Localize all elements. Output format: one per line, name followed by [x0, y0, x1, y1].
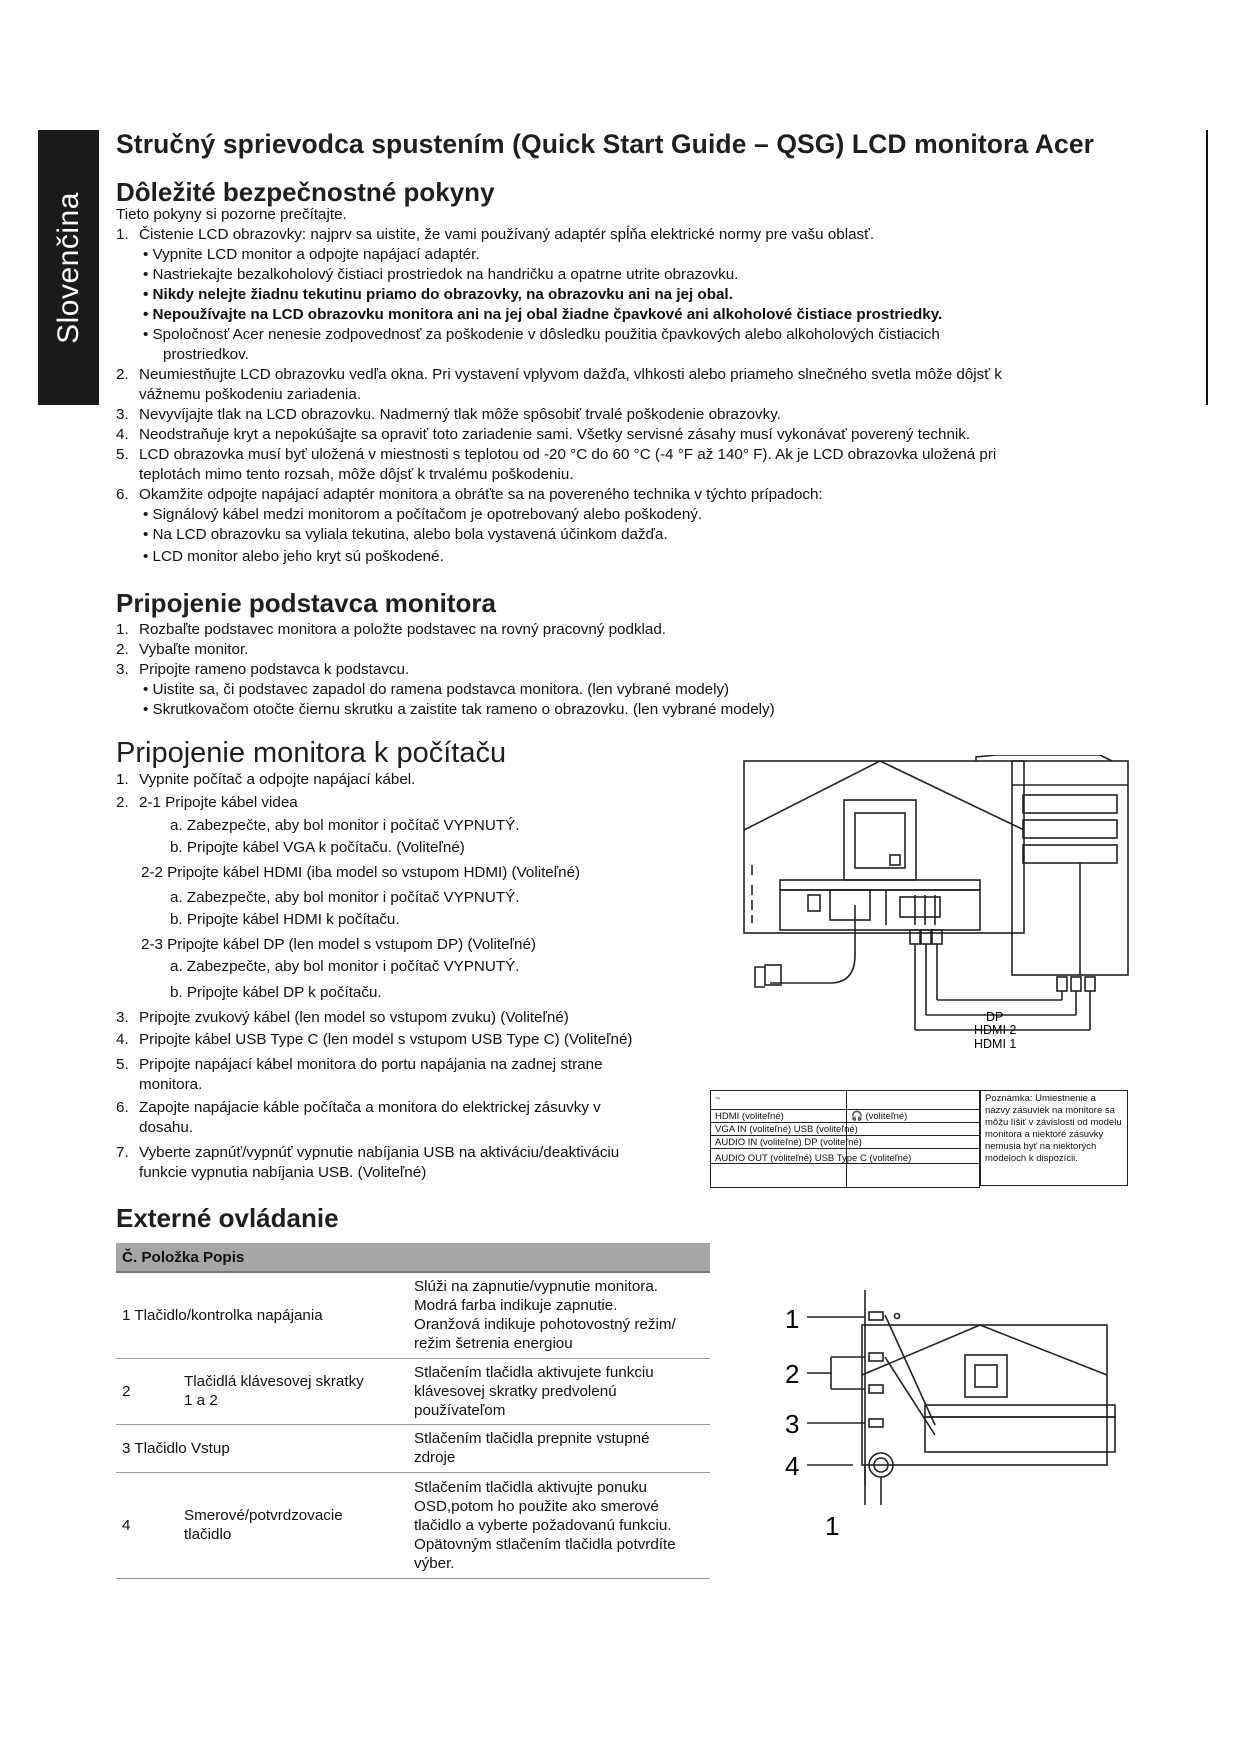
connect-sub: b. Pripojte kábel DP k počítaču.	[170, 984, 382, 1001]
table-row	[116, 1358, 710, 1424]
safety-num-3: 3.	[116, 406, 129, 423]
page-title: Stručný sprievodca spustením (Quick Start Guide – QSG) LCD monitora Acer	[116, 129, 1095, 159]
safety-num-4: 4.	[116, 426, 129, 443]
table-header-row	[116, 1243, 710, 1272]
safety-intro: Tieto pokyny si pozorne prečítajte.	[116, 206, 347, 223]
connection-diagram	[740, 755, 1140, 1075]
connect-item-1: Vypnite počítač a odpojte napájací kábel.	[139, 771, 416, 788]
button-label-1-bottom: 1	[825, 1511, 840, 1541]
connect-sub: a. Zabezpečte, aby bol monitor i počítač VYPNUTÝ.	[170, 889, 520, 906]
desc-line: Opätovným stlačením tlačidla potvrdíte	[414, 1535, 676, 1553]
table-row	[116, 1424, 710, 1472]
safety-bullet: • LCD monitor alebo jeho kryt sú poškodené.	[143, 548, 444, 565]
safety-item-5: LCD obrazovka musí byť uložená v miestnosti s teplotou od -20 °C do 60 °C (-4 °F až 140° F). Ak je LCD obrazovka uložená pri	[139, 446, 997, 463]
stand-bullet: • Uistite sa, či podstavec zapadol do ramena podstavca monitora. (len vybrané modely)	[143, 681, 730, 698]
stand-num-1: 1.	[116, 621, 129, 638]
safety-num-1: 1.	[116, 226, 129, 243]
legend-audio-in: AUDIO IN (voliteľné) DP (voliteľné)	[715, 1137, 862, 1148]
row-1-desc	[408, 1272, 710, 1358]
safety-item-2-cont: vážnemu poškodeniu zariadenia.	[139, 386, 362, 403]
legend-audio-out: AUDIO OUT (voliteľné) USB Type C (voliteľné)	[715, 1153, 912, 1164]
button-label-4: 4	[785, 1451, 800, 1481]
headphone-icon: 🎧	[851, 1111, 863, 1122]
connect-num-6: 6.	[116, 1099, 129, 1116]
connect-item-6: Zapojte napájacie káble počítača a monitora do elektrickej zásuvky v	[139, 1099, 601, 1116]
connect-num-3: 3.	[116, 1009, 129, 1026]
connect-heading: Pripojenie monitora k počítaču	[116, 737, 507, 769]
connect-item-4: Pripojte kábel USB Type C (len model s vstupom USB Type C) (Voliteľné)	[139, 1031, 633, 1048]
stand-num-3: 3.	[116, 661, 129, 678]
safety-bullet: • Na LCD obrazovku sa vyliala tekutina, alebo bola vystavená účinkom dažďa.	[143, 526, 668, 543]
safety-item-5-cont: teplotách mimo tento rozsah, môže dôjsť k trvalému poškodeniu.	[139, 466, 574, 483]
safety-item-1: Čistenie LCD obrazovky: najprv sa uistite, že vami používaný adaptér spĺňa elektrické normy pre vašu oblasť.	[139, 226, 875, 243]
connect-sub: a. Zabezpečte, aby bol monitor i počítač VYPNUTÝ.	[170, 817, 520, 834]
label-dp: DP	[986, 1010, 1004, 1024]
desc-line: Stlačením tlačidla aktivujte ponuku	[414, 1478, 648, 1496]
connect-num-4: 4.	[116, 1031, 129, 1048]
safety-item-4: Neodstraňuje kryt a nepokúšajte sa opraviť toto zariadenie sami. Všetky servisné zásahy musí vykonávať poverený technik.	[139, 426, 971, 443]
connect-item-6-cont: dosahu.	[139, 1119, 194, 1136]
divider	[711, 1135, 979, 1136]
safety-bullet: • Nepoužívajte na LCD obrazovku monitora ani na jej obal žiadne čpavkové ani alkoholové čistiace prostriedky.	[143, 306, 943, 323]
legend-headphone-label: (voliteľné)	[865, 1111, 908, 1122]
desc-line: Stlačením tlačidla prepnite vstupné	[414, 1430, 650, 1447]
desc-line: zdroje	[414, 1449, 456, 1466]
safety-item-3: Nevyvíjajte tlak na LCD obrazovku. Nadmerný tlak môže spôsobiť trvalé poškodenie obrazovky.	[139, 406, 781, 423]
port-legend-table	[710, 1090, 980, 1188]
desc-line: OSD,potom ho použite ako smerové	[414, 1497, 659, 1515]
safety-num-6: 6.	[116, 486, 129, 503]
connect-item-2: 2-1 Pripojte kábel videa	[139, 794, 298, 811]
header-rule	[1206, 130, 1208, 405]
row-4-no: 4	[116, 1472, 178, 1578]
desc-line: Modrá farba indikuje zapnutie.	[414, 1297, 618, 1315]
safety-bullet: • Spoločnosť Acer nenesie zodpovednosť za poškodenie v dôsledku použitia čpavkových alebo alkoholových čistiacich	[143, 326, 940, 343]
row-3-no: 3 Tlačidlo Vstup	[116, 1424, 408, 1472]
safety-bullet-cont: prostriedkov.	[163, 346, 249, 363]
button-label-3: 3	[785, 1409, 800, 1439]
connect-sub: b. Pripojte kábel HDMI k počítaču.	[170, 911, 400, 928]
desc-line: výber.	[414, 1554, 455, 1572]
safety-bullet: • Vypnite LCD monitor a odpojte napájací adaptér.	[143, 246, 480, 263]
table-row	[116, 1272, 710, 1358]
row-2-desc	[408, 1358, 710, 1424]
connect-sub: b. Pripojte kábel VGA k počítaču. (Voliteľné)	[170, 839, 465, 856]
table-row	[116, 1472, 710, 1578]
item-line: Smerové/potvrdzovacie	[184, 1507, 343, 1524]
safety-num-5: 5.	[116, 446, 129, 463]
connect-subhead: 2-3 Pripojte kábel DP (len model s vstupom DP) (Voliteľné)	[141, 936, 536, 953]
label-hdmi1: HDMI 1	[974, 1037, 1017, 1051]
connect-item-5: Pripojte napájací kábel monitora do portu napájania na zadnej strane	[139, 1056, 603, 1073]
divider	[711, 1148, 979, 1149]
desc-line: Stlačením tlačidla aktivujete funkciu	[414, 1363, 654, 1381]
safety-bullet: • Nikdy nelejte žiadnu tekutinu priamo do obrazovky, na obrazovku ani na jej obal.	[143, 286, 733, 303]
desc-line: tlačidlo a vyberte požadovanú funkciu.	[414, 1516, 672, 1534]
stand-item-2: Vybaľte monitor.	[139, 641, 249, 658]
divider	[711, 1109, 979, 1110]
connect-num-2: 2.	[116, 794, 129, 811]
row-1-no: 1 Tlačidlo/kontrolka napájania	[116, 1272, 408, 1358]
connect-num-5: 5.	[116, 1056, 129, 1073]
row-2-item	[178, 1358, 408, 1424]
legend-note: Poznámka: Umiestnenie a názvy zásuviek na monitore sa môžu líšiť v závislosti od modelu monitora a niektoré zásuvky nemusia byť na niektorých modeloch k dispozícii.	[980, 1090, 1128, 1186]
safety-num-2: 2.	[116, 366, 129, 383]
stand-item-1: Rozbaľte podstavec monitora a položte podstavec na rovný pracovný podklad.	[139, 621, 667, 638]
legend-vga: VGA IN (voliteľné) USB (voliteľné)	[715, 1124, 858, 1135]
connect-sub: a. Zabezpečte, aby bol monitor i počítač VYPNUTÝ.	[170, 958, 520, 975]
row-3-desc	[408, 1424, 710, 1472]
connect-item-3: Pripojte zvukový kábel (len model so vstupom zvuku) (Voliteľné)	[139, 1009, 569, 1026]
safety-item-6: Okamžite odpojte napájací adaptér monitora a obráťte sa na povereného technika v týchto prípadoch:	[139, 486, 823, 503]
desc-line: Slúži na zapnutie/vypnutie monitora.	[414, 1278, 658, 1296]
safety-item-2: Neumiestňujte LCD obrazovku vedľa okna. Pri vystavení vplyvom dažďa, vlhkosti alebo priameho slnečného svetla môže dôjsť k	[139, 366, 1002, 383]
table-header: Č. Položka Popis	[116, 1243, 710, 1272]
desc-line: Oranžová indikuje pohotovostný režim/	[414, 1316, 676, 1334]
safety-bullet: • Signálový kábel medzi monitorom a počítačom je opotrebovaný alebo poškodený.	[143, 506, 703, 523]
row-4-item	[178, 1472, 408, 1578]
item-line: Tlačidlá klávesovej skratky	[184, 1373, 364, 1390]
desc-line: používateľom	[414, 1401, 506, 1419]
desc-line: režim šetrenia energiou	[414, 1335, 573, 1353]
legend-headphone	[851, 1111, 907, 1122]
stand-heading: Pripojenie podstavca monitora	[116, 588, 496, 618]
stand-item-3: Pripojte rameno podstavca k podstavcu.	[139, 661, 410, 678]
legend-tilde: ~	[715, 1093, 721, 1104]
connect-num-7: 7.	[116, 1144, 129, 1161]
connect-item-7: Vyberte zapnúť/vypnúť vypnutie nabíjania USB na aktiváciu/deaktiváciu	[139, 1144, 620, 1161]
safety-bullet: • Nastriekajte bezalkoholový čistiaci prostriedok na handričku a opatrne utrite obrazovku.	[143, 266, 739, 283]
safety-heading: Dôležité bezpečnostné pokyny	[116, 177, 495, 207]
legend-hdmi: HDMI (voliteľné)	[715, 1111, 784, 1122]
external-heading: Externé ovládanie	[116, 1203, 339, 1233]
controls-table	[116, 1243, 710, 1579]
row-2-no: 2	[116, 1358, 178, 1424]
connect-item-7-cont: funkcie vypnutia nabíjania USB. (Voliteľné)	[139, 1164, 427, 1181]
connect-num-1: 1.	[116, 771, 129, 788]
item-line: 1 a 2	[184, 1392, 218, 1409]
connect-item-5-cont: monitora.	[139, 1076, 203, 1093]
item-line: tlačidlo	[184, 1526, 232, 1543]
divider	[711, 1122, 979, 1123]
language-tab	[38, 130, 99, 405]
label-hdmi2: HDMI 2	[974, 1023, 1017, 1037]
stand-num-2: 2.	[116, 641, 129, 658]
buttons-diagram	[735, 1285, 1135, 1545]
button-label-2: 2	[785, 1359, 800, 1389]
port-legend	[710, 1090, 1130, 1190]
desc-line: klávesovej skratky predvolenú	[414, 1382, 617, 1400]
row-4-desc	[408, 1472, 710, 1578]
stand-bullet: • Skrutkovačom otočte čiernu skrutku a zaistite tak rameno o obrazovku. (len vybrané modely)	[143, 701, 775, 718]
button-label-1: 1	[785, 1304, 800, 1334]
connect-subhead: 2-2 Pripojte kábel HDMI (iba model so vstupom HDMI) (Voliteľné)	[141, 864, 581, 881]
language-tab-label: Slovenčina	[51, 191, 85, 344]
